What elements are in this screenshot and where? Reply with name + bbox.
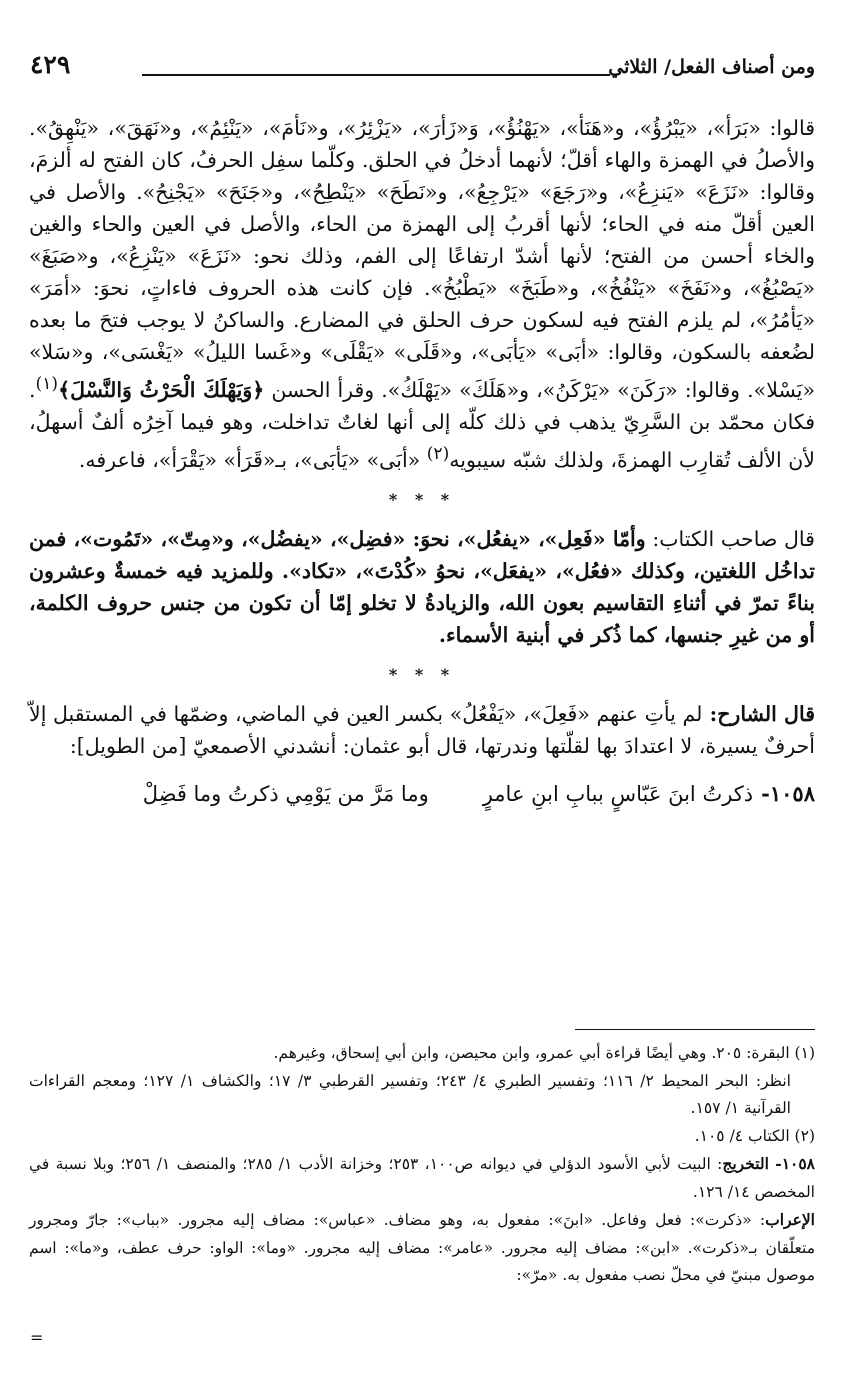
continuation-mark: =	[30, 1328, 44, 1347]
irab-label: الإعراب	[765, 1210, 815, 1229]
author-lead: قال صاحب الكتاب:	[645, 526, 815, 551]
footnote-1-sources: انظر: البحر المحيط ٢/ ١١٦؛ وتفسير الطبري ٤/ ٢٤٣؛ وتفسير القرطبي ٣/ ١٧؛ والكشاف ١/ ١٢٧؛ ومعجم القراءات القرآنية ١/ ١٥٧.	[29, 1071, 791, 1117]
paragraph-2	[29, 523, 815, 651]
section-divider: * * *	[388, 489, 456, 509]
verse-first-hemistich: ذكرتُ ابنَ عَبّاسٍ ببابِ ابنِ عامرٍ	[482, 781, 754, 806]
commentator-lead: قال الشارح:	[702, 701, 815, 726]
running-header	[30, 50, 815, 84]
author-text: وأمّا «فَعِل»، «يفعُل»، نحوَ: «فضِل»، «يفضُل»، و«مِتّ»، «تَمُوت»، فمن تداخُل اللغتين، وكذلك «فعُل»، «يفعَل»، نحوُ «كُدْتَ»، «تكاد». وللمزيد فيه خمسةٌ وعشرون بناءً تمرّ في أثناءِ التقاسيم بعون الله، والزيادةُ لا تخلو إمّا أن تكون من جنس حروف الكلمة، أو من غيرِ جنسها، كما ذُكر في أبنية الأسماء.	[29, 526, 815, 647]
page-number: ٤٢٩	[30, 50, 71, 79]
paragraph-1-tail: . فكان محمّد بن السَّرِيّ يذهب في ذلك كلّه إلى أنها لغاتٌ تداخلت، وهو فيما آخِرُه ألفٌ أسهلُ، لأن الألف تُقارِب الهمزةَ، ولذلك شبّه سيبويه	[29, 377, 815, 472]
paragraph-3	[29, 698, 815, 762]
paragraph-1-end: «أبَى» «يَأبَى»، بـ«قَرَأ» «يَقْرَأ»، فاعرفه.	[78, 447, 427, 472]
paragraph-1	[29, 112, 815, 476]
main-text	[29, 112, 815, 810]
takhrij-number: ١٠٥٨-	[775, 1154, 816, 1173]
poetry-verse	[29, 778, 815, 810]
footnote-ref-2: (٢)	[426, 443, 450, 464]
footnote-2: (٢) الكتاب ٤/ ١٠٥.	[694, 1126, 815, 1145]
takhrij-label: التخريج	[722, 1154, 769, 1173]
footnote-rule	[575, 1029, 815, 1030]
header-rule	[142, 74, 610, 76]
commentator-text: لم يأتِ عنهم «فَعِلَ»، «يَفْعُلُ» بكسر العين في الماضي، وضمّها في المستقبل إلاّ أحرفٌ يسيرة، لا اعتدادَ بها لقلّتها وندرتها، قال أبو عثمان: أنشدني الأصمعيّ [من الطويل]:	[29, 701, 815, 758]
footnote-1: (١) البقرة: ٢٠٥. وهي أيضًا قراءة أبي عمرو، وابن محيصن، وابن أبي إسحاق، وغيرهم.	[273, 1044, 815, 1062]
footnote-ref-1: (١)	[35, 374, 59, 394]
paragraph-1-text: قالوا: «بَرَأ»، «يَبْرُؤُ»، و«هَنَأ»، «يَهْنُؤُ»، وَ«زَأرَ»، «يَزْئِرُ»، و«نَأمَ»، «يَنْئِمُ»، و«نَهَقَ»، «يَنْهِقُ». والأصلُ في الهمزة والهاء أقلّ؛ لأنهما أدخلُ في الحلق. وكلّما سفِل الحرفُ، كان الفتح له ألزمَ، وقالوا: «نَزَعَ» «يَنزِعُ»، و«رَجَعَ» «يَرْجِعُ»، و«نَطَحَ» «يَنْطِحُ»، و«جَنَحَ» «يَجْنِحُ». والأصل في العين أقلّ منه في الحاء؛ لأنها أقربُ إلى الهمزة من الحاء، والأصل في العين والحاء والغين والخاء أحسن من الفتح؛ لأنها أشدّ ارتفاعًا إلى الفم، وذلك نحو: «نَزَعَ» «يَنْزِعُ»، و«صَبَغَ» «يَصْبُغُ»، و«نَفَخَ» «يَنْفُخُ»، و«طَبَخَ» «يَطْبُخُ». فإن كانت هذه الحروف فاءاتٍ، نحوَ: «أمَرَ» «يَأمُرُ»، لم يلزم الفتح فيه لسكون حرف الحلق في المضارع. والساكنُ لا يوجب فتحَ ما بعده لضُعفه بالسكون، وقالوا: «أبَى» «يَأبَى»، و«قَلَى» «يَقْلَى» و«غَسا الليلُ» «يَغْسَى»، و«سَلا» «يَسْلا». وقالوا: «رَكَنَ» «يَرْكَنُ»، و«هَلَكَ» «يَهْلَكُ». وقرأ الحسن	[29, 116, 815, 402]
irab-text: : «ذكرت»: فعل وفاعل. «ابنَ»: مفعول به، وهو مضاف. «عباس»: مضاف إليه مجرور. «بباب»: جارّ ومجرور متعلّقان بـ«ذكرت». «ابن»: مضاف إليه مجرور. «عامر»: مضاف إليه مجرور. «وما»: الواو: حرف عطف، و«ما»: اسم موصول مبنيّ في محلّ نصب مفعول به. «مرّ»:	[29, 1211, 815, 1284]
verse-number: ١٠٥٨-	[761, 780, 815, 806]
quran-quote: ﴿وَيَهْلَكَ الْحَرْثُ وَالنَّسْلَ﴾	[58, 377, 265, 402]
footnotes	[29, 1040, 815, 1290]
irab-note	[29, 1206, 815, 1290]
verse-second-hemistich: وما مَرَّ من يَوْمِي ذكرتُ وما فَضِلْ	[142, 781, 429, 806]
chapter-title: ومن أصناف الفعل/ الثلاثي	[608, 56, 815, 78]
takhrij-note	[29, 1150, 815, 1206]
section-divider: * * *	[388, 664, 456, 684]
takhrij-text: : البيت لأبي الأسود الدؤلي في ديوانه ص١٠٠، ٢٥٣؛ وخزانة الأدب ١/ ٢٨٥؛ والمنصف ١/ ٢٥٦؛ وبلا نسبة في المخصص ١٤/ ١٢٦.	[29, 1155, 815, 1201]
